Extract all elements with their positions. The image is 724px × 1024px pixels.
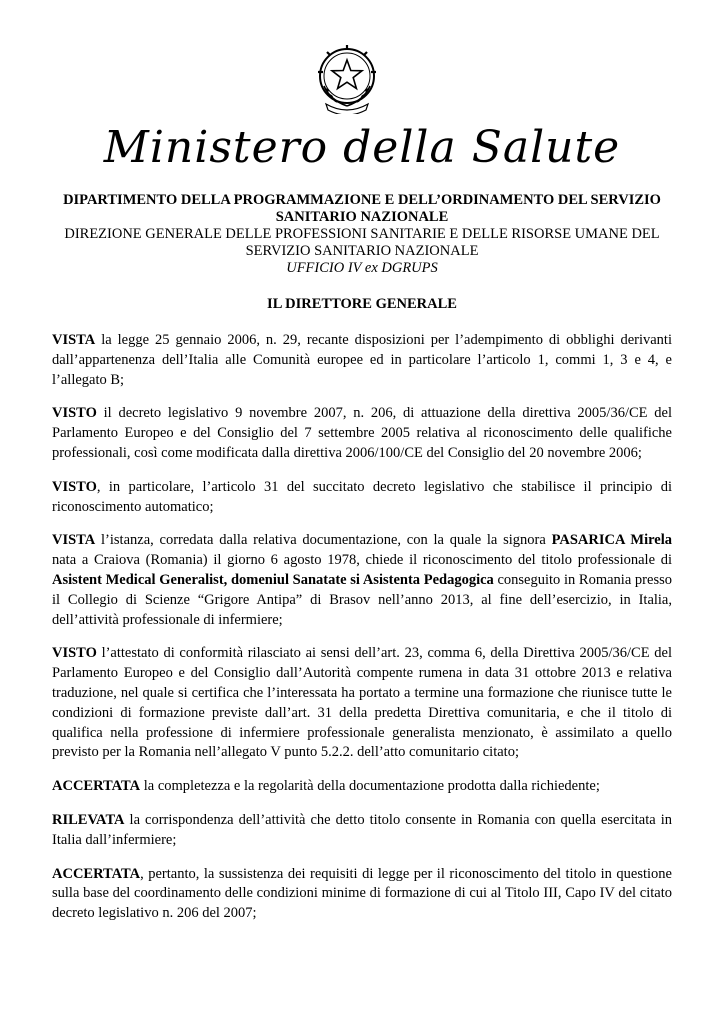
applicant-name: PASARICA Mirela (551, 532, 672, 549)
paragraph-vista-istanza: VISTA l’istanza, corredata dalla relativa documentazione, con la quale la signora PASARICA Mirela nata a Craiova (Romania) il giorno 6 agosto 1978, chiede il riconoscimento del titolo professionale di Asistent Medical Generalist, domeniul Sanatate si Asistenta Pedagogica conseguito in Romania presso il Collegio di Scienze “Grigore Antipa” di Brasov nell’anno 2013, al fine dell’esercizio, in Italia, dell’attività professionale di infermiere; (52, 532, 672, 628)
document-title: IL DIRETTORE GENERALE (267, 296, 457, 312)
paragraph-visto-articolo: VISTO, in particolare, l’articolo 31 del succitato decreto legislativo che stabilisce il principio di riconoscimento automatico; (52, 478, 672, 515)
italian-republic-emblem-icon (312, 40, 382, 114)
department-name: DIPARTIMENTO DELLA PROGRAMMAZIONE E DELL’ORDINAMENTO DEL SERVIZIO SANITARIO NAZIONALE (63, 192, 661, 225)
paragraph-accertata-requisiti: ACCERTATA, pertanto, la sussistenza dei requisiti di legge per il riconoscimento del titolo in questione sulla base del coordinamento delle condizioni minime di formazione di cui al Titolo III, Capo IV del citato decreto legislativo n. 206 del 2007; (52, 865, 672, 922)
office-name: UFFICIO IV ex DGRUPS (286, 260, 438, 276)
ministry-name: Ministero della Salute (103, 122, 621, 173)
document-body (52, 331, 672, 938)
paragraph-rilevata: RILEVATA la corrispondenza dell’attività che detto titolo consente in Romania con quella esercitata in Italia dall’infermiere; (52, 811, 672, 848)
department-header (60, 192, 664, 277)
paragraph-accertata-completezza: ACCERTATA la completezza e la regolarità della documentazione prodotta dalla richiedente; (52, 778, 600, 795)
paragraph-vista-legge: VISTA la legge 25 gennaio 2006, n. 29, recante disposizioni per l’adempimento di obblighi derivanti dall’appartenenza dell’Italia alle Comunità europee ed in particolare l’articolo 1, commi 1, 3 e 4, e l’allegato B; (52, 332, 672, 388)
qualification-title: Asistent Medical Generalist, domeniul Sanatate si Asistenta Pedagogica (52, 571, 494, 588)
directorate-name: DIREZIONE GENERALE DELLE PROFESSIONI SANITARIE E DELLE RISORSE UMANE DEL SERVIZIO SANITARIO NAZIONALE (64, 226, 660, 259)
paragraph-visto-decreto: VISTO il decreto legislativo 9 novembre 2007, n. 206, di attuazione della direttiva 2005/36/CE del Parlamento Europeo e del Consiglio del 7 settembre 2005 relativa al riconoscimento delle qualifiche professionali, così come modificata dalla direttiva 2006/100/CE del Consiglio del 20 novembre 2006; (52, 405, 672, 461)
paragraph-visto-attestato: VISTO l’attestato di conformità rilasciato ai sensi dell’art. 23, comma 6, della Direttiva 2005/36/CE del Parlamento Europeo e del Consiglio dall’Autorità compente rumena in data 31 ottobre 2013 e relativa traduzione, nel quale si certifica che l’interessata ha portato a termine una formazione che riunisce tutte le condizioni di formazione previste dall’art. 31 della predetta Direttiva comunitaria, e che il titolo di qualifica nella professione di infermiere professionale generalista menzionato, è assimilato a quello previsto per la Romania nell’allegato V punto 5.2.2. dell’atto comunitario citato; (52, 645, 672, 761)
